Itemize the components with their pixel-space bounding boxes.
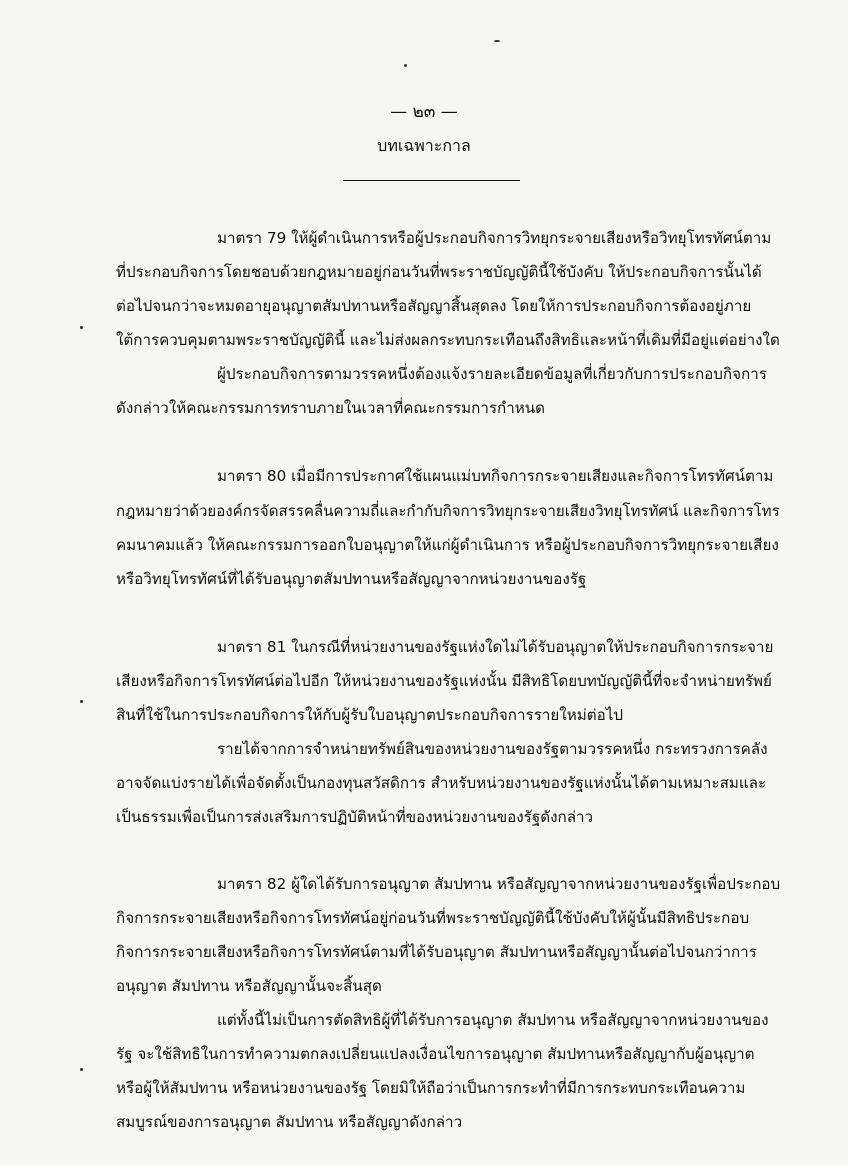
body-line: คมนาคมแล้ว ให้คณะกรรมการออกใบอนุญาตให้แก่ผู้ดำเนินการ หรือผู้ประกอบกิจการวิทยุกระจายเสียง: [116, 536, 779, 554]
body-line: มาตรา 80 เมื่อมีการประกาศใช้แผนแม่บทกิจการกระจายเสียงและกิจการโทรทัศน์ตาม: [217, 467, 774, 485]
body-line: รายได้จากการจำหน่ายทรัพย์สินของหน่วยงานของรัฐตามวรรคหนึ่ง กระทรวงการคลัง: [217, 740, 768, 758]
scan-speck: [494, 40, 500, 42]
section-title: บทเฉพาะกาล: [377, 136, 471, 155]
body-line: กิจการกระจายเสียงหรือกิจการโทรทัศน์อยู่ก่อนวันที่พระราชบัญญัตินี้ใช้บังคับให้ผู้นั้นมีสิทธิประกอบ: [116, 909, 750, 927]
page-number: — ๒๓ —: [390, 102, 458, 122]
body-line: มาตรา 82 ผู้ใดได้รับการอนุญาต สัมปทาน หรือสัญญาจากหน่วยงานของรัฐเพื่อประกอบ: [217, 875, 781, 893]
body-line: หรือวิทยุโทรทัศน์ที่ได้รับอนุญาตสัมปทานหรือสัญญาจากหน่วยงานของรัฐ: [116, 570, 587, 588]
body-line: อาจจัดแบ่งรายได้เพื่อจัดตั้งเป็นกองทุนสวัสดิการ สำหรับหน่วยงานของรัฐแห่งนั้นได้ตามเหมาะสมและ: [116, 774, 767, 792]
body-line: แต่ทั้งนี้ไม่เป็นการตัดสิทธิผู้ที่ได้รับการอนุญาต สัมปทาน หรือสัญญาจากหน่วยงานของ: [217, 1011, 769, 1029]
body-line: ที่ประกอบกิจการโดยชอบด้วยกฎหมายอยู่ก่อนวันที่พระราชบัญญัตินี้ใช้บังคับ ให้ประกอบกิจการนั้นได้: [116, 263, 762, 281]
body-line: สมบูรณ์ของการอนุญาต สัมปทาน หรือสัญญาดังกล่าว: [116, 1113, 463, 1131]
body-line: กิจการกระจายเสียงหรือกิจการโทรทัศน์ตามที่ได้รับอนุญาต สัมปทานหรือสัญญานั้นต่อไปจนกว่าการ: [116, 943, 757, 961]
body-line: หรือผู้ให้สัมปทาน หรือหน่วยงานของรัฐ โดยมิให้ถือว่าเป็นการกระทำที่มีการกระทบกระเทือนความ: [116, 1079, 746, 1097]
scan-speck: [80, 326, 83, 329]
body-line: เป็นธรรมเพื่อเป็นการส่งเสริมการปฏิบัติหน้าที่ของหน่วยงานของรัฐดังกล่าว: [116, 808, 594, 826]
body-line: มาตรา 81 ในกรณีที่หน่วยงานของรัฐแห่งใดไม่ได้รับอนุญาตให้ประกอบกิจการกระจาย: [217, 638, 774, 656]
body-line: มาตรา 79 ให้ผู้ดำเนินการหรือผู้ประกอบกิจการวิทยุกระจายเสียงหรือวิทยุโทรทัศน์ตาม: [217, 229, 772, 247]
body-line: ต่อไปจนกว่าจะหมดอายุอนุญาตสัมปทานหรือสัญญาสิ้นสุดลง โดยให้การประกอบกิจการต้องอยู่ภาย: [116, 297, 752, 315]
body-line: อนุญาต สัมปทาน หรือสัญญานั้นจะสิ้นสุด: [116, 977, 382, 995]
scan-speck: [404, 64, 407, 67]
body-line: กฎหมายว่าด้วยองค์กรจัดสรรคลื่นความถี่และกำกับกิจการวิทยุกระจายเสียงวิทยุโทรทัศน์ และกิจการโทร: [116, 502, 780, 520]
body-line: ดังกล่าวให้คณะกรรมการทราบภายในเวลาที่คณะกรรมการกำหนด: [116, 399, 546, 417]
scan-speck: [80, 700, 83, 703]
body-line: ใต้การควบคุมตามพระราชบัญญัตินี้ และไม่ส่งผลกระทบกระเทือนถึงสิทธิและหน้าที่เดิมที่มีอยู่แต่อย่างใด: [116, 331, 780, 349]
body-line: รัฐ จะใช้สิทธิในการทำความตกลงเปลี่ยนแปลงเงื่อนไขการอนุญาต สัมปทานหรือสัญญากับผู้อนุญาต: [116, 1045, 755, 1063]
body-line: เสียงหรือกิจการโทรทัศน์ต่อไปอีก ให้หน่วยงานของรัฐแห่งนั้น มีสิทธิโดยบทบัญญัตินี้ที่จะจำหน่ายทรัพย์: [116, 672, 772, 690]
title-underline: [343, 180, 520, 181]
body-line: สินที่ใช้ในการประกอบกิจการให้กับผู้รับใบอนุญาตประกอบกิจการรายใหม่ต่อไป: [116, 706, 623, 724]
body-line: ผู้ประกอบกิจการตามวรรคหนึ่งต้องแจ้งรายละเอียดข้อมูลที่เกี่ยวกับการประกอบกิจการ: [217, 365, 767, 383]
scan-speck: [80, 1068, 83, 1071]
